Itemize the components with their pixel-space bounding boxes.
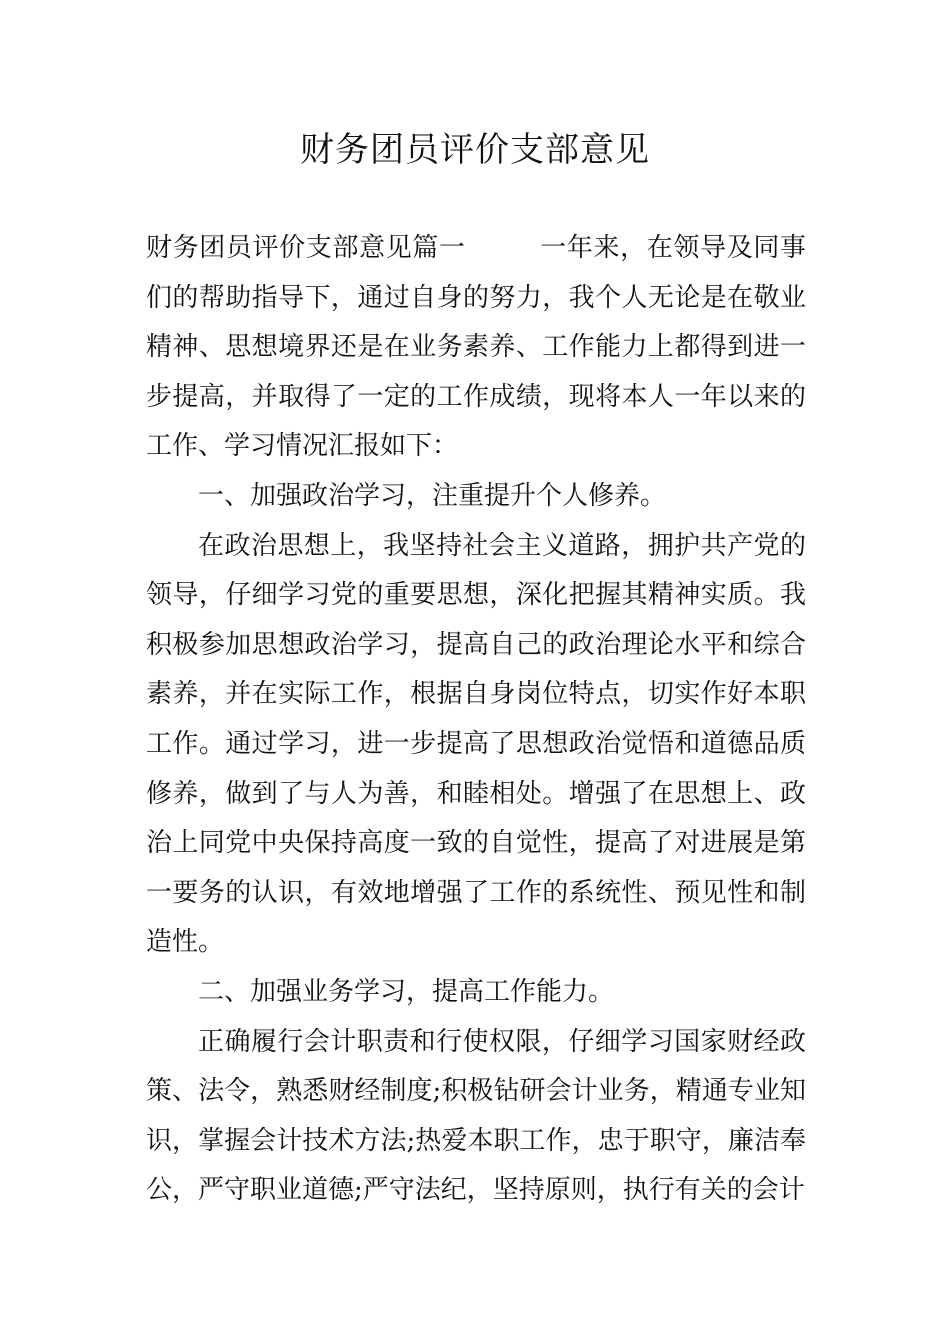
document-body (146, 224, 806, 1216)
section1-heading: 一、加强政治学习，注重提升个人修养。 (198, 480, 667, 511)
intro-text: 一年来，在领导及同事们的帮助指导下，通过自身的努力，我个人无论是在敬业精神、思想境界还是在业务素养、工作能力上都得到进一步提高，并取得了一定的工作成绩，现将本人一年以来的工作、学习情况汇报如下： (146, 233, 806, 462)
document-title: 财务团员评价支部意见 (300, 130, 650, 170)
section2-paragraph: 正确履行会计职责和行使权限，仔细学习国家财经政策、法令，熟悉财经制度;积极钻研会计业务，精通专业知识，掌握会计技术方法;热爱本职工作，忠于职守，廉洁奉公，严守职业道德;严守法纪，坚持原则，执行有关的会计 (146, 1026, 806, 1206)
section2-heading: 二、加强业务学习，提高工作能力。 (198, 976, 615, 1007)
intro-paragraph (146, 224, 806, 472)
intro-heading: 财务团员评价支部意见篇一 (146, 233, 466, 263)
section1-paragraph: 在政治思想上，我坚持社会主义道路，拥护共产党的领导，仔细学习党的重要思想，深化把握其精神实质。我积极参加思想政治学习，提高自己的政治理论水平和综合素养，并在实际工作，根据自身岗位特点，切实作好本职工作。通过学习，进一步提高了思想政治觉悟和道德品质修养，做到了与人为善，和睦相处。增强了在思想上、政治上同党中央保持高度一致的自觉性，提高了对进展是第一要务的认识，有效地增强了工作的系统性、预见性和制造性。 (146, 530, 806, 958)
